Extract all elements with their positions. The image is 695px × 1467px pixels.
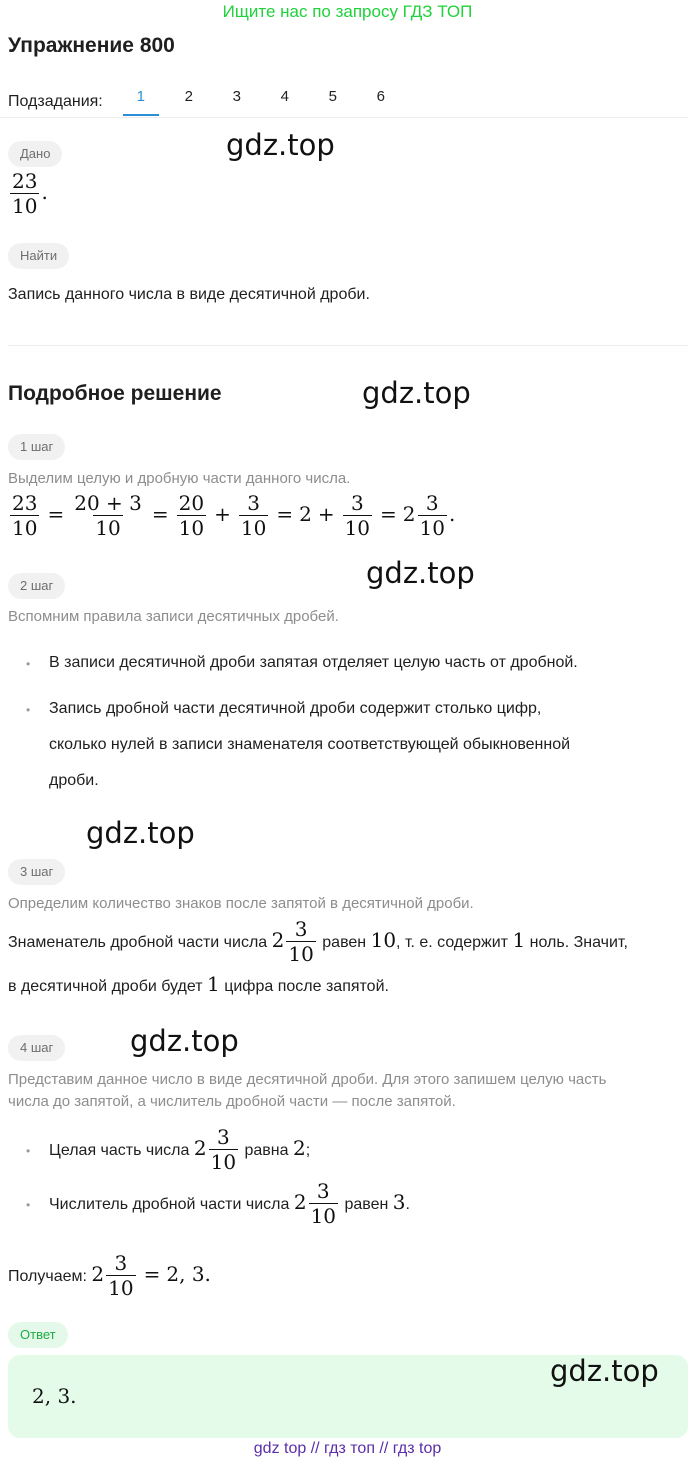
step3-text: Определим количество знаков после запятой в десятичной дроби. <box>8 895 474 912</box>
answer-pill: Ответ <box>8 1322 68 1348</box>
result-line: Получаем: 2 $\frac{3}{10}$ = 2, 3. <box>8 1251 211 1300</box>
given-fraction: $\frac{23}{10}$ . <box>12 169 48 218</box>
tab-subtask-6[interactable]: 6 <box>376 88 385 105</box>
watermark: gdz.top <box>366 556 475 590</box>
step4-bullet-1: Целая часть числа 2 $\frac{3}{10}$ равна 2; <box>49 1125 311 1174</box>
step1-pill: 1 шаг <box>8 434 65 460</box>
find-pill: Найти <box>8 243 69 269</box>
step1-text: Выделим целую и дробную части данного числа. <box>8 470 351 487</box>
step4-bullet-2: Числитель дробной части числа 2 $\frac{3}{10}$ равен 3. <box>49 1179 410 1228</box>
page-title: Упражнение 800 <box>8 34 175 57</box>
subtasks-label: Подзадания: <box>8 93 103 110</box>
given-pill: Дано <box>8 141 62 167</box>
solution-heading: Подробное решение <box>8 382 222 405</box>
tab-subtask-1[interactable]: 1 <box>117 86 165 118</box>
top-banner: Ищите нас по запросу ГДЗ ТОП <box>222 2 473 21</box>
footer-links[interactable]: gdz top // гдз топ // гдз top <box>253 1440 442 1457</box>
step1-equation: $\frac{23}{10}$ = $\frac{20 + 3}{10}$ = $\frac{20}{10}$ + $\frac{3}{10}$ = 2 + $\frac{3}{10}$ = 2 $\frac{3}{10}$ . <box>12 491 456 540</box>
watermark: gdz.top <box>226 128 335 162</box>
bullet-dot: • <box>26 657 31 671</box>
step4-pill: 4 шаг <box>8 1035 65 1061</box>
subtasks-bar <box>8 86 405 118</box>
step2-bullet-2-line2: сколько нулей в записи знаменателя соответствующей обыкновенной <box>49 736 571 753</box>
tab-subtask-5[interactable]: 5 <box>328 88 337 105</box>
answer-value: 2, 3. <box>32 1384 77 1408</box>
step3-line2: в десятичной дроби будет 1 цифра после запятой. <box>8 972 389 996</box>
tab-subtask-4[interactable]: 4 <box>280 88 289 105</box>
step4-text-line1: Представим данное число в виде десятичной дроби. Для этого запишем целую часть <box>8 1071 607 1088</box>
step2-text: Вспомним правила записи десятичных дробей. <box>8 608 339 625</box>
watermark: gdz.top <box>130 1024 239 1058</box>
step3-line1: Знаменатель дробной части числа 2 $\frac{3}{10}$ равен 10, т. е. содержит 1 ноль. Значит, <box>8 917 628 966</box>
step2-bullet-1: В записи десятичной дроби запятая отделяет целую часть от дробной. <box>49 654 578 671</box>
step2-pill: 2 шаг <box>8 573 65 599</box>
watermark: gdz.top <box>550 1354 659 1388</box>
step2-bullet-2-line3: дроби. <box>49 772 99 789</box>
step2-bullet-2-line1: Запись дробной части десятичной дроби содержит столько цифр, <box>49 700 542 717</box>
tab-subtask-2[interactable]: 2 <box>184 88 193 105</box>
section-divider <box>8 345 688 346</box>
bullet-dot: • <box>26 1144 31 1158</box>
step4-text-line2: числа до запятой, а числитель дробной части — после запятой. <box>8 1093 456 1110</box>
step3-pill: 3 шаг <box>8 859 65 885</box>
bullet-dot: • <box>26 1198 31 1212</box>
tabs-divider <box>0 117 688 118</box>
tab-subtask-3[interactable]: 3 <box>232 88 241 105</box>
find-text: Запись данного числа в виде десятичной дроби. <box>8 286 370 303</box>
bullet-dot: • <box>26 703 31 717</box>
watermark: gdz.top <box>362 376 471 410</box>
watermark: gdz.top <box>86 816 195 850</box>
